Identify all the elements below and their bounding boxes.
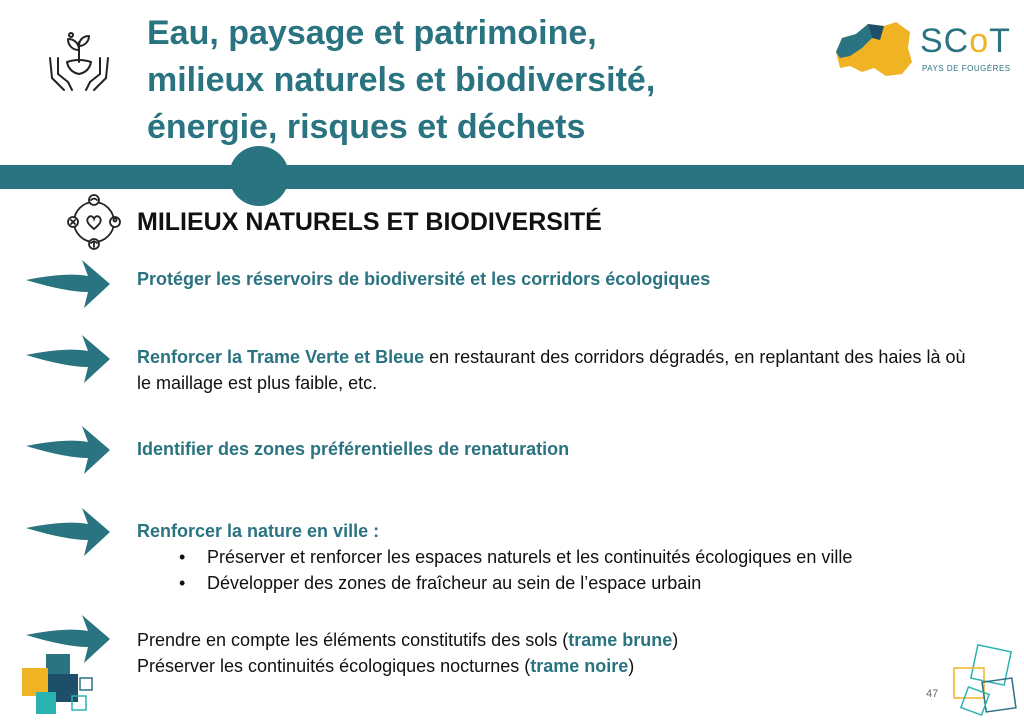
arrow-icon: [26, 426, 110, 474]
item-5-line-2-close: ): [628, 656, 635, 676]
logo-subtitle: PAYS DE FOUGÈRES: [922, 64, 1011, 73]
trame-noire: trame noire: [530, 656, 629, 676]
bullet-item: • Développer des zones de fraîcheur au sein de l’espace urbain: [179, 570, 977, 596]
item-5-line-1-close: ): [672, 630, 679, 650]
arrow-icon: [26, 508, 110, 556]
arrow-icon: [26, 335, 110, 383]
trame-brune: trame brune: [568, 630, 673, 650]
decorative-squares-right: [944, 644, 1022, 720]
list-item: [137, 344, 977, 396]
page-title: [147, 10, 767, 151]
arrow-icon: [26, 260, 110, 308]
item-2-bold: Renforcer la Trame Verte et Bleue: [137, 347, 425, 367]
bullet-list: [179, 544, 977, 596]
title-line-1: Eau, paysage et patrimoine,: [147, 14, 597, 52]
title-line-3: énergie, risques et déchets: [147, 108, 586, 146]
item-4-bold: Renforcer la nature en ville :: [137, 521, 380, 541]
item-5-line-2-text: Préserver les continuités écologiques nocturnes (: [137, 656, 531, 676]
item-3-bold: Identifier des zones préférentielles de renaturation: [137, 439, 570, 459]
territory-map-icon: [832, 18, 914, 78]
item-5-line-2: [137, 653, 977, 679]
item-5-line-1-text: Prendre en compte les éléments constitutifs des sols (: [137, 630, 569, 650]
hands-plant-icon: [44, 28, 114, 98]
header-band: [0, 165, 1024, 189]
title-line-2: milieux naturels et biodiversité,: [147, 61, 656, 99]
item-2-text: en restaurant des corridors dégradés, en replantant des haies là où le maillage est plus faible, etc.: [137, 347, 966, 393]
item-5-line-1: [137, 627, 977, 653]
list-item: [137, 436, 977, 462]
band-circle: [229, 146, 289, 206]
biodiversity-icon: [64, 192, 124, 252]
list-item: [137, 266, 977, 292]
section-title: MILIEUX NATURELS ET BIODIVERSITÉ: [137, 208, 602, 236]
page-number: 47: [926, 688, 939, 700]
list-item: [137, 518, 977, 596]
item-1-bold: Protéger les réservoirs de biodiversité et les corridors écologiques: [137, 269, 711, 289]
list-item: [137, 627, 977, 679]
bullet-item: • Préserver et renforcer les espaces naturels et les continuités écologiques en ville: [179, 544, 977, 570]
decorative-squares-left: [20, 652, 100, 718]
scot-logo: [832, 18, 1012, 80]
logo-wordmark: SCoT: [920, 22, 1011, 60]
